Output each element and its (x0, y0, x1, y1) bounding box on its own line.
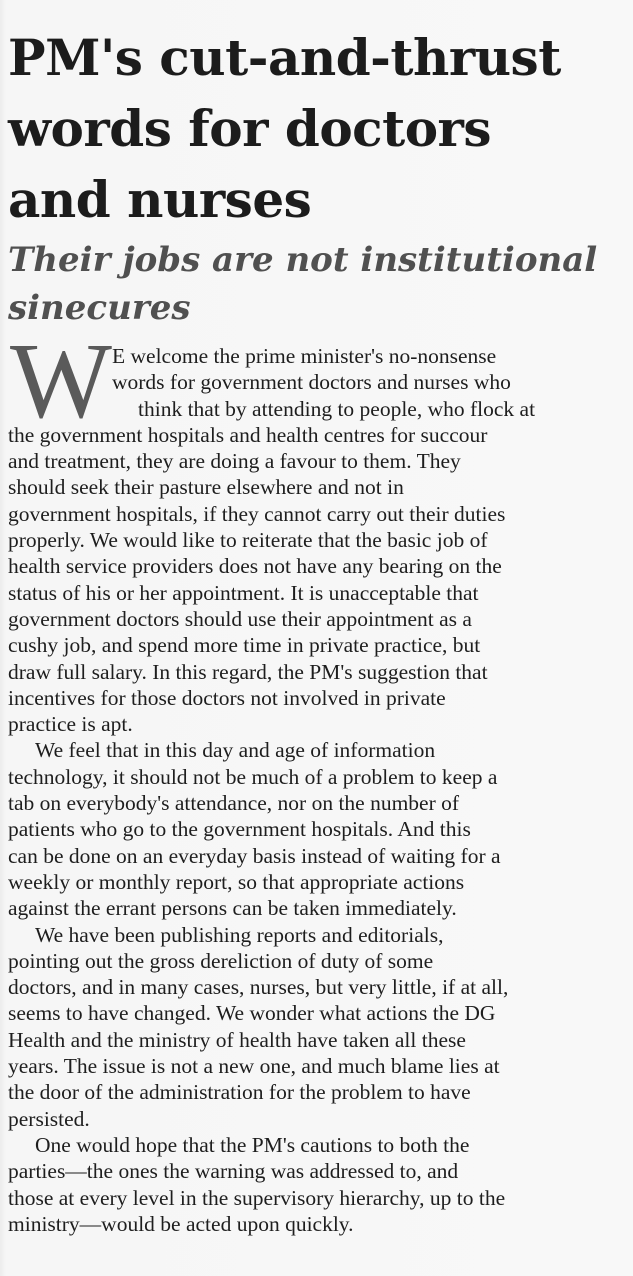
body-line: tab on everybody's attendance, nor on the number of (8, 791, 460, 816)
body-line: technology, it should not be much of a problem to keep a (8, 764, 498, 789)
headline-line: and nurses (8, 170, 312, 229)
headline-line: words for doctors (8, 99, 492, 158)
body-line: and treatment, they are doing a favour to them. They (8, 449, 461, 474)
subheadline (8, 236, 628, 332)
body-line: those at every level in the supervisory hierarchy, up to the (8, 1185, 506, 1210)
body-line: status of his or her appointment. It is unacceptable that (8, 580, 479, 605)
body-line: government doctors should use their appointment as a (8, 606, 472, 631)
body-line: health service providers does not have any bearing on the (8, 554, 502, 579)
body-line: Health and the ministry of health have taken all these (8, 1027, 466, 1052)
body-line: against the errant persons can be taken immediately. (8, 896, 457, 921)
article-body (8, 343, 630, 1237)
drop-cap: W (10, 322, 110, 441)
body-line: draw full salary. In this regard, the PM's suggestion that (8, 659, 488, 684)
body-line: pointing out the gross dereliction of duty of some (8, 948, 434, 973)
body-line: One would hope that the PM's cautions to both the (35, 1132, 470, 1157)
body-line: cushy job, and spend more time in private practice, but (8, 633, 481, 658)
body-line: the door of the administration for the problem to have (8, 1080, 471, 1105)
headline (8, 22, 628, 235)
body-line: properly. We would like to reiterate that the basic job of (8, 528, 488, 553)
body-line: seems to have changed. We wonder what actions the DG (8, 1001, 496, 1026)
subheadline-line: sinecures (8, 288, 191, 328)
headline-line: PM's cut-and-thrust (8, 28, 561, 87)
body-line: practice is apt. (8, 712, 133, 737)
subheadline-line: Their jobs are not institutional (8, 240, 598, 280)
body-line: weekly or monthly report, so that appropriate actions (8, 869, 465, 894)
body-line: think that by attending to people, who flock at (138, 396, 536, 421)
body-line: ministry—would be acted upon quickly. (8, 1211, 354, 1236)
body-line: E welcome the prime minister's no-nonsense (112, 344, 497, 368)
body-line: parties—the ones the warning was addressed to, and (8, 1159, 459, 1184)
body-line: words for government doctors and nurses who (112, 370, 511, 395)
body-line: We have been publishing reports and editorials, (35, 922, 444, 947)
body-line: years. The issue is not a new one, and much blame lies at (8, 1054, 500, 1079)
body-line: can be done on an everyday basis instead of waiting for a (8, 843, 501, 868)
body-line: the government hospitals and health centres for succour (8, 422, 488, 447)
body-line: incentives for those doctors not involved in private (8, 685, 446, 710)
body-line: should seek their pasture elsewhere and not in (8, 475, 404, 500)
body-line: We feel that in this day and age of information (35, 738, 436, 763)
body-line: government hospitals, if they cannot carry out their duties (8, 501, 506, 526)
body-line: persisted. (8, 1106, 90, 1131)
body-line: doctors, and in many cases, nurses, but very little, if at all, (8, 975, 509, 1000)
body-line: patients who go to the government hospitals. And this (8, 817, 471, 842)
